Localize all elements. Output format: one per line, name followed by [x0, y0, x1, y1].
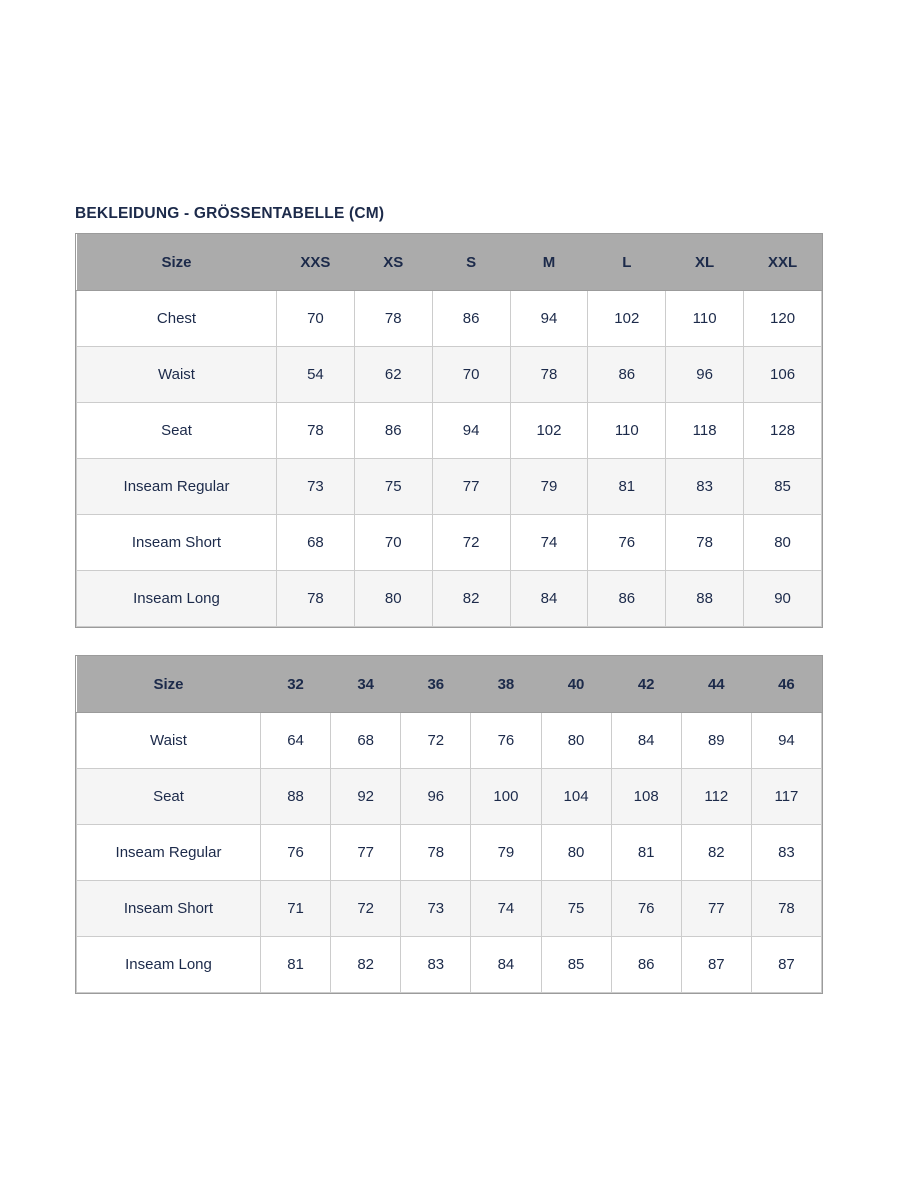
- table-cell: 83: [401, 937, 471, 993]
- table-row-inseam-regular: [77, 825, 822, 881]
- table-cell: 79: [510, 459, 588, 515]
- table-cell: 96: [666, 347, 744, 403]
- table-cell: 73: [277, 459, 355, 515]
- table-cell: 88: [261, 769, 331, 825]
- table-row-inseam-short: [77, 881, 822, 937]
- column-header-xxl: XXL: [744, 234, 822, 291]
- table-cell: 96: [401, 769, 471, 825]
- table-cell: 85: [541, 937, 611, 993]
- table-cell: 112: [681, 769, 751, 825]
- table-cell: 84: [510, 571, 588, 627]
- table-header-row: [77, 234, 822, 291]
- table-row-seat: [77, 769, 822, 825]
- table-cell: 71: [261, 881, 331, 937]
- table-cell: 77: [432, 459, 510, 515]
- table-row-waist: [77, 713, 822, 769]
- table-cell: 79: [471, 825, 541, 881]
- table-cell: 77: [331, 825, 401, 881]
- table-cell: 76: [261, 825, 331, 881]
- row-label: Inseam Regular: [77, 459, 277, 515]
- table-cell: 76: [588, 515, 666, 571]
- column-header-m: M: [510, 234, 588, 291]
- table-cell: 82: [331, 937, 401, 993]
- table-cell: 54: [277, 347, 355, 403]
- table-cell: 78: [354, 291, 432, 347]
- table-cell: 81: [611, 825, 681, 881]
- table-row-inseam-regular: [77, 459, 822, 515]
- table-cell: 82: [432, 571, 510, 627]
- table-cell: 94: [510, 291, 588, 347]
- table-cell: 83: [751, 825, 821, 881]
- table-row-chest: [77, 291, 822, 347]
- table-cell: 78: [510, 347, 588, 403]
- table-cell: 100: [471, 769, 541, 825]
- column-header-size: Size: [77, 234, 277, 291]
- column-header-xxs: XXS: [277, 234, 355, 291]
- table-cell: 94: [751, 713, 821, 769]
- table-cell: 74: [471, 881, 541, 937]
- column-header-38: 38: [471, 656, 541, 713]
- table-cell: 80: [541, 713, 611, 769]
- table-cell: 81: [588, 459, 666, 515]
- column-header-46: 46: [751, 656, 821, 713]
- table-cell: 78: [277, 571, 355, 627]
- table-cell: 94: [432, 403, 510, 459]
- table-cell: 75: [354, 459, 432, 515]
- column-header-44: 44: [681, 656, 751, 713]
- table-cell: 84: [471, 937, 541, 993]
- table-row-inseam-long: [77, 937, 822, 993]
- row-label: Inseam Long: [77, 937, 261, 993]
- row-label: Chest: [77, 291, 277, 347]
- table-cell: 76: [471, 713, 541, 769]
- table-cell: 86: [611, 937, 681, 993]
- column-header-xs: XS: [354, 234, 432, 291]
- table-cell: 102: [510, 403, 588, 459]
- numeric-size-table-container: [75, 655, 823, 994]
- table-cell: 86: [588, 571, 666, 627]
- table-cell: 80: [354, 571, 432, 627]
- size-chart-section: [75, 206, 823, 994]
- table-cell: 78: [277, 403, 355, 459]
- table-cell: 120: [744, 291, 822, 347]
- table-cell: 86: [588, 347, 666, 403]
- table-cell: 75: [541, 881, 611, 937]
- table-cell: 89: [681, 713, 751, 769]
- table-cell: 110: [666, 291, 744, 347]
- table-cell: 72: [331, 881, 401, 937]
- table-cell: 87: [681, 937, 751, 993]
- row-label: Inseam Short: [77, 881, 261, 937]
- table-cell: 72: [432, 515, 510, 571]
- row-label: Seat: [77, 769, 261, 825]
- table-cell: 72: [401, 713, 471, 769]
- table-row-inseam-long: [77, 571, 822, 627]
- table-cell: 73: [401, 881, 471, 937]
- table-cell: 104: [541, 769, 611, 825]
- table-cell: 106: [744, 347, 822, 403]
- column-header-42: 42: [611, 656, 681, 713]
- page-title: BEKLEIDUNG - GRÖSSENTABELLE (CM): [75, 205, 385, 222]
- table-cell: 118: [666, 403, 744, 459]
- row-label: Inseam Long: [77, 571, 277, 627]
- column-header-32: 32: [261, 656, 331, 713]
- column-header-34: 34: [331, 656, 401, 713]
- column-header-xl: XL: [666, 234, 744, 291]
- column-header-size: Size: [77, 656, 261, 713]
- table-cell: 110: [588, 403, 666, 459]
- table-row-inseam-short: [77, 515, 822, 571]
- row-label: Waist: [77, 347, 277, 403]
- table-cell: 80: [744, 515, 822, 571]
- table-cell: 88: [666, 571, 744, 627]
- table-cell: 80: [541, 825, 611, 881]
- table-cell: 70: [354, 515, 432, 571]
- table-cell: 68: [277, 515, 355, 571]
- table-cell: 70: [277, 291, 355, 347]
- table-cell: 86: [432, 291, 510, 347]
- column-header-40: 40: [541, 656, 611, 713]
- table-cell: 82: [681, 825, 751, 881]
- row-label: Seat: [77, 403, 277, 459]
- table-cell: 86: [354, 403, 432, 459]
- row-label: Inseam Short: [77, 515, 277, 571]
- numeric-size-table: [76, 656, 822, 993]
- table-cell: 64: [261, 713, 331, 769]
- table-cell: 81: [261, 937, 331, 993]
- table-cell: 76: [611, 881, 681, 937]
- column-header-l: L: [588, 234, 666, 291]
- table-row-seat: [77, 403, 822, 459]
- table-cell: 78: [751, 881, 821, 937]
- table-cell: 84: [611, 713, 681, 769]
- table-cell: 68: [331, 713, 401, 769]
- table-cell: 83: [666, 459, 744, 515]
- table-cell: 87: [751, 937, 821, 993]
- table-cell: 92: [331, 769, 401, 825]
- table-cell: 128: [744, 403, 822, 459]
- row-label: Waist: [77, 713, 261, 769]
- table-cell: 78: [401, 825, 471, 881]
- table-cell: 102: [588, 291, 666, 347]
- table-cell: 77: [681, 881, 751, 937]
- table-cell: 70: [432, 347, 510, 403]
- table-header-row: [77, 656, 822, 713]
- table-cell: 74: [510, 515, 588, 571]
- table-cell: 85: [744, 459, 822, 515]
- letter-size-table: [76, 234, 822, 627]
- column-header-s: S: [432, 234, 510, 291]
- table-cell: 78: [666, 515, 744, 571]
- row-label: Inseam Regular: [77, 825, 261, 881]
- table-cell: 117: [751, 769, 821, 825]
- table-row-waist: [77, 347, 822, 403]
- table-cell: 90: [744, 571, 822, 627]
- column-header-36: 36: [401, 656, 471, 713]
- table-cell: 108: [611, 769, 681, 825]
- table-cell: 62: [354, 347, 432, 403]
- letter-size-table-container: [75, 233, 823, 628]
